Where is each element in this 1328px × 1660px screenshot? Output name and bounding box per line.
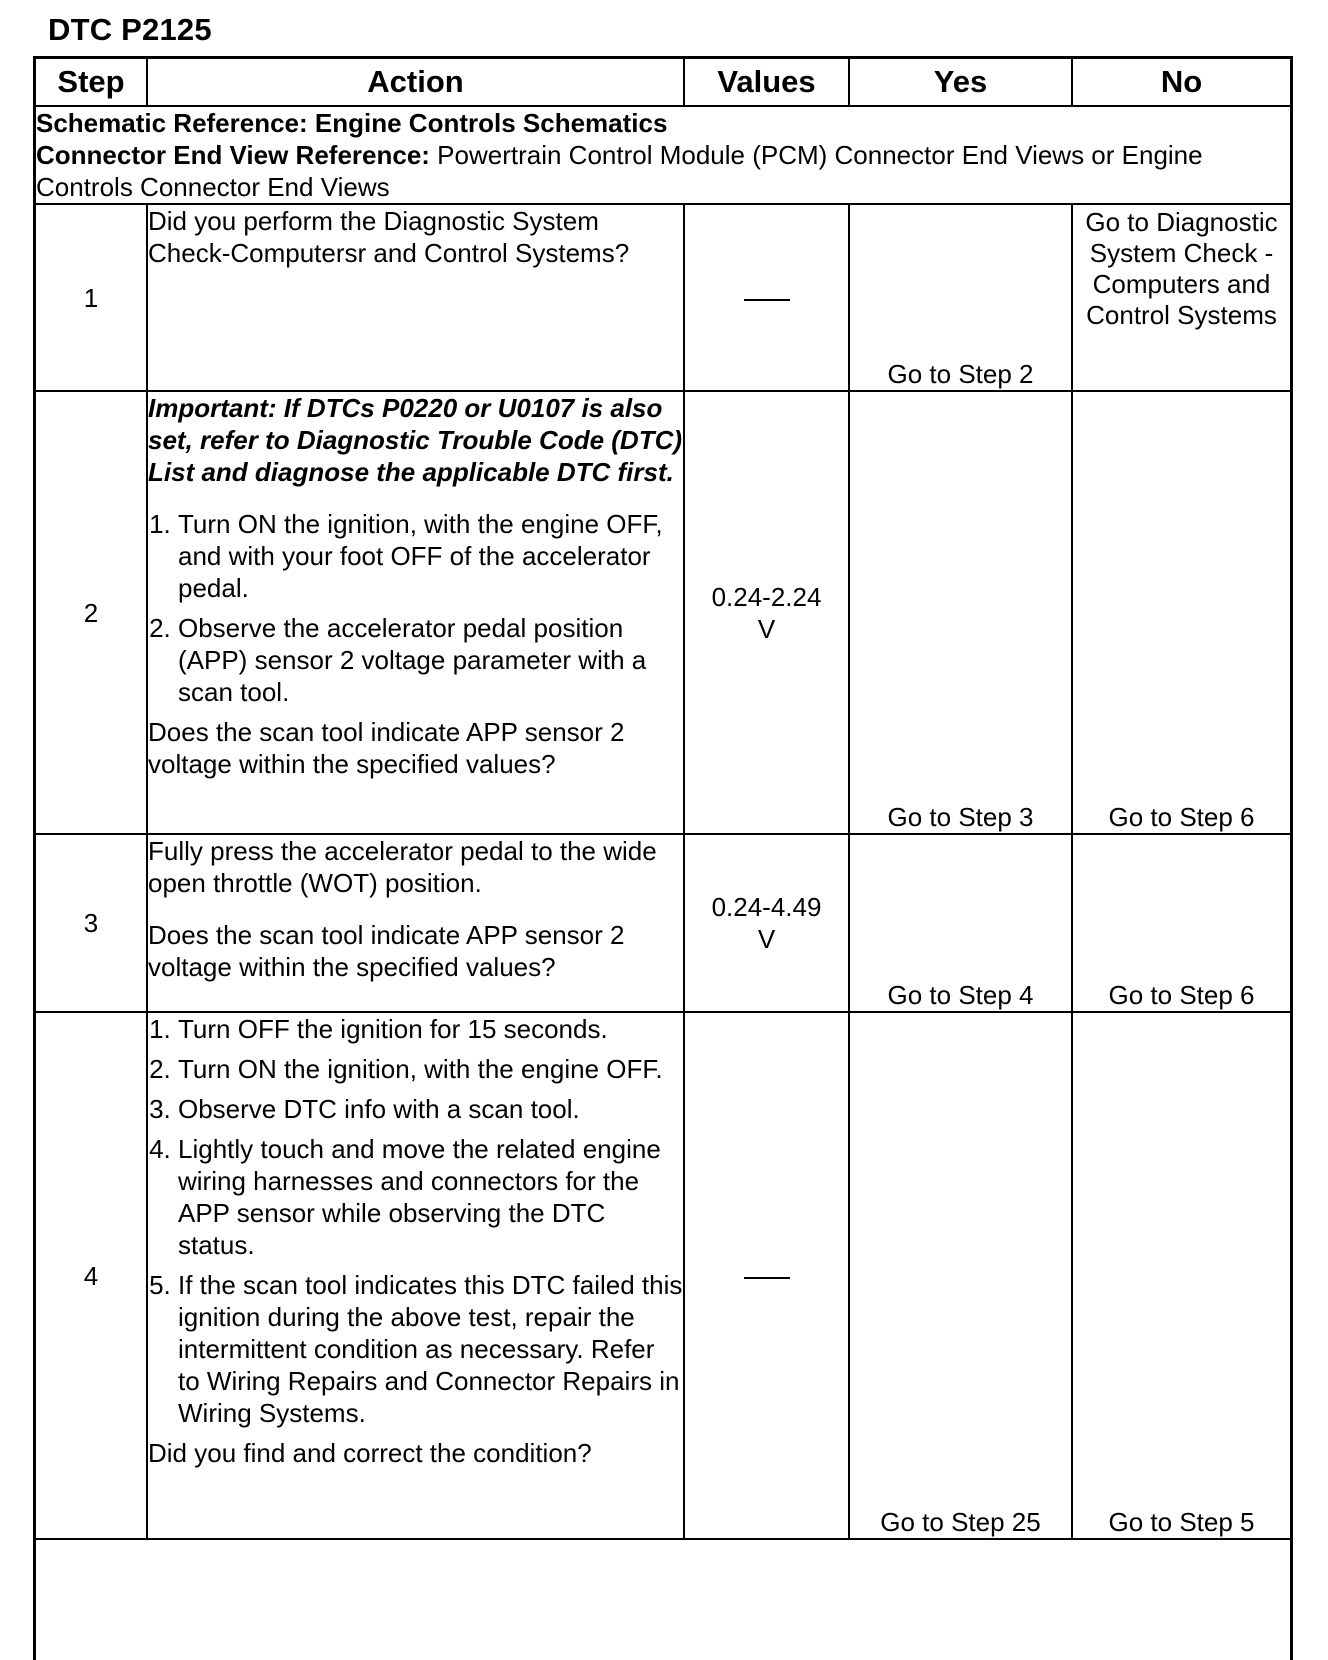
step-number: 4 (36, 1012, 147, 1539)
values-cell (684, 834, 849, 1012)
header-action: Action (147, 59, 684, 106)
reference-row (36, 106, 1290, 204)
action-cell (147, 834, 684, 1012)
action-question: Did you find and correct the condition? (148, 1438, 592, 1468)
list-item: 1. Turn OFF the ignition for 15 seconds. (178, 1013, 683, 1045)
connector-reference (36, 139, 1290, 203)
list-item: 3. Observe DTC info with a scan tool. (178, 1093, 683, 1125)
yes-cell: Go to Step 2 (849, 204, 1072, 391)
values-cell (684, 391, 849, 834)
header-values: Values (684, 59, 849, 106)
important-note: Important: If DTCs P0220 or U0107 is also set, refer to Diagnostic Trouble Code (DTC) List and diagnose the applicable DTC first. (148, 393, 683, 487)
list-item: 4. Lightly touch and move the related engine wiring harnesses and connectors for the APP sensor while observing the DTC status. (178, 1133, 683, 1261)
no-value-dash (744, 299, 790, 301)
procedure-list (148, 1013, 683, 1429)
header-no: No (1072, 59, 1290, 106)
diagnostic-table (36, 59, 1290, 1540)
schematic-reference: Schematic Reference: Engine Controls Schematics (36, 108, 668, 138)
table-row (36, 834, 1290, 1012)
header-row (36, 59, 1290, 106)
action-cell (147, 1012, 684, 1539)
list-item: 5. If the scan tool indicates this DTC failed this ignition during the above test, repair the intermittent condition as necessary. Refer to Wiring Repairs and Connector Repairs in Wiring Systems. (178, 1269, 683, 1429)
value-unit: V (757, 924, 776, 954)
step-number: 2 (36, 391, 147, 834)
no-cell: Go to Step 5 (1072, 1012, 1290, 1539)
list-item: 2. Observe the accelerator pedal position (APP) sensor 2 voltage parameter with a scan tool. (178, 612, 683, 708)
step-number: 3 (36, 834, 147, 1012)
yes-cell: Go to Step 4 (849, 834, 1072, 1012)
action-instruction: Fully press the accelerator pedal to the wide open throttle (WOT) position. (148, 836, 657, 898)
list-item: 1. Turn ON the ignition, with the engine OFF, and with your foot OFF of the accelerator pedal. (178, 508, 683, 604)
no-cell: Go to Step 6 (1072, 834, 1290, 1012)
yes-cell: Go to Step 25 (849, 1012, 1072, 1539)
value-range: 0.24-2.24 (711, 581, 822, 612)
connector-reference-label: Connector End View Reference: (36, 140, 430, 170)
step-number: 1 (36, 204, 147, 391)
action-cell (147, 391, 684, 834)
diagnostic-table-frame (33, 56, 1293, 1660)
action-cell (147, 204, 684, 391)
action-question: Does the scan tool indicate APP sensor 2 voltage within the specified values? (148, 717, 625, 779)
document-title: DTC P2125 (48, 12, 212, 47)
procedure-list (148, 508, 683, 708)
value-unit: V (757, 613, 776, 644)
values-cell (684, 204, 849, 391)
table-row (36, 204, 1290, 391)
reference-cell (36, 106, 1290, 204)
no-cell: Go to Step 6 (1072, 391, 1290, 834)
header-yes: Yes (849, 59, 1072, 106)
connector-reference-text: Powertrain Control Module (PCM) Connector End Views or Engine Controls Connector End Views (36, 140, 1203, 202)
list-item: 2. Turn ON the ignition, with the engine OFF. (178, 1053, 683, 1085)
yes-cell: Go to Step 3 (849, 391, 1072, 834)
action-question: Did you perform the Diagnostic System Check-Computersr and Control Systems? (148, 206, 630, 268)
values-cell (684, 1012, 849, 1539)
action-question: Does the scan tool indicate APP sensor 2 voltage within the specified values? (148, 920, 625, 982)
no-cell: Go to Diagnostic System Check - Computers and Control Systems (1072, 204, 1290, 391)
table-row (36, 1012, 1290, 1539)
no-value-dash (744, 1277, 790, 1279)
table-row (36, 391, 1290, 834)
value-range: 0.24-4.49 (711, 892, 822, 922)
header-step: Step (36, 59, 147, 106)
